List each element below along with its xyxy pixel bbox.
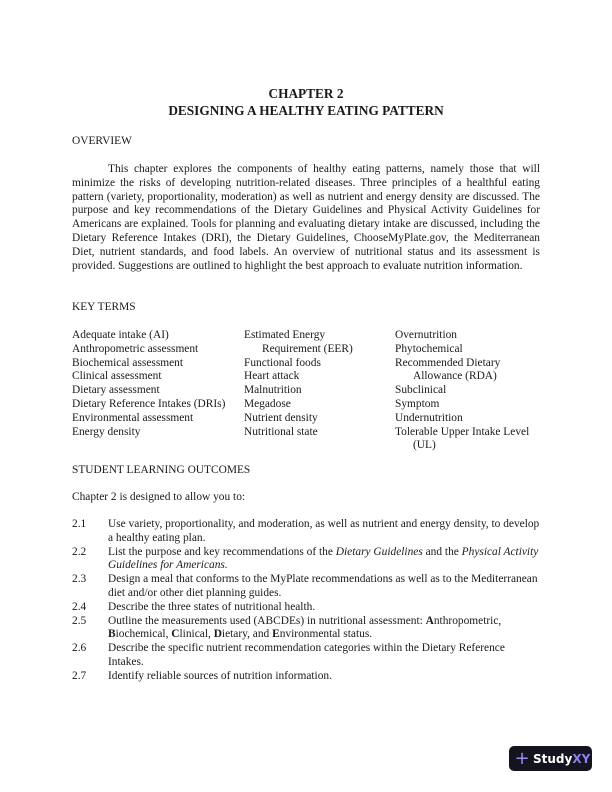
bold-initial: B (108, 628, 116, 641)
key-term: Nutritional state (244, 425, 318, 438)
text-run: nvironmental status. (279, 628, 373, 641)
bold-initial: D (213, 628, 222, 641)
outcome-number: 2.7 (72, 669, 87, 682)
outcome-text: Describe the specific nutrient recommendation categories within the Dietary Reference Intakes. (108, 642, 505, 668)
key-term: Heart attack (244, 370, 300, 383)
outcomes-list (72, 518, 540, 684)
key-terms-column-3 (395, 329, 529, 453)
overview-heading: OVERVIEW (72, 135, 132, 147)
plus-icon: + (514, 747, 530, 769)
key-term: Biochemical assessment (72, 356, 184, 369)
chapter-title: DESIGNING A HEALTHY EATING PATTERN (168, 103, 444, 118)
key-term: Subclinical (395, 384, 447, 397)
italic-title: Dietary Guidelines (335, 545, 423, 558)
key-term: Clinical assessment (72, 370, 162, 383)
key-term: Recommended Dietary (395, 356, 501, 369)
text-run: linical, (179, 628, 214, 641)
key-term: Undernutrition (395, 411, 463, 424)
key-term: Dietary Reference Intakes (DRIs) (72, 397, 226, 410)
key-term: Megadose (244, 397, 291, 410)
brand-name-part: Study (533, 751, 573, 766)
text-run: Outline the measurements used (ABCDEs) in nutritional assessment: (108, 614, 426, 627)
outcome-item (72, 642, 540, 670)
outcome-item (72, 546, 540, 574)
outcome-item (72, 670, 540, 684)
text-run: List the purpose and key recommendations of the (108, 545, 336, 558)
studyxy-watermark[interactable] (509, 746, 592, 771)
key-term: Dietary assessment (72, 384, 160, 397)
key-terms-column-2 (244, 329, 353, 439)
outcome-item (72, 601, 540, 615)
key-term-continuation: Requirement (EER) (262, 342, 353, 355)
outcome-number: 2.5 (72, 614, 87, 627)
outcome-item (72, 615, 540, 643)
outcome-text: Use variety, proportionality, and moderation, as well as nutrient and energy density, to develop a healthy eating plan. (108, 518, 540, 544)
key-term: Overnutrition (395, 329, 458, 341)
outcome-item (72, 518, 540, 546)
key-term: Phytochemical (395, 342, 463, 355)
bold-initial: A (425, 614, 434, 627)
key-term-continuation: Allowance (RDA) (413, 370, 497, 383)
key-term: Anthropometric assessment (72, 342, 199, 355)
bold-initial: E (272, 628, 280, 641)
overview-paragraph: This chapter explores the components of healthy eating patterns, namely those that will minimize the risks of developing nutrition-related diseases. Three principles of a healthful eating pattern (variety, proportionality, moderation) as well as nutrient and energy density are discussed. The purpose and key recommendations of the Dietary Guidelines and Physical Activity Guidelines for Americans are explained. Tools for planning and evaluating dietary intake are discussed, including the Dietary Reference Intakes (DRI), the Dietary Guidelines, ChooseMyPlate.gov, the Mediterranean Diet, nutrient standards, and food labels. An overview of nutritional status and its assessment is provided. Suggestions are outlined to highlight the best approach to evaluate nutrition information. (72, 163, 540, 272)
outcome-number: 2.4 (72, 600, 87, 613)
bold-initial: C (171, 628, 180, 641)
key-term: Estimated Energy (244, 329, 326, 341)
outcome-text: Identify reliable sources of nutrition information. (108, 669, 332, 682)
italic-title: Physical Activity Guidelines for Americans. (108, 545, 539, 572)
chapter-number: CHAPTER 2 (268, 86, 344, 101)
outcome-text: Design a meal that conforms to the MyPlate recommendations as well as to the Mediterranean diet and/or other diet planning guides. (108, 573, 538, 599)
outcome-number: 2.2 (72, 545, 87, 558)
key-terms-heading: KEY TERMS (72, 301, 136, 313)
outcome-number: 2.1 (72, 518, 87, 530)
key-term: Energy density (72, 425, 141, 438)
key-term: Malnutrition (244, 384, 302, 397)
outcome-text (108, 546, 540, 574)
outcomes-intro: Chapter 2 is designed to allow you to: (72, 491, 246, 503)
key-term: Adequate intake (AI) (72, 329, 169, 341)
text-run: iochemical, (115, 628, 172, 641)
outcome-text: Describe the three states of nutritional health. (108, 600, 316, 613)
outcome-item (72, 573, 540, 601)
key-term: Symptom (395, 397, 440, 410)
text-run: and the (422, 545, 462, 558)
brand-name (533, 752, 590, 766)
outcome-number: 2.3 (72, 573, 87, 586)
key-term: Tolerable Upper Intake Level (395, 425, 530, 438)
key-term: Environmental assessment (72, 411, 194, 424)
key-term-continuation: (UL) (413, 439, 436, 452)
key-terms-column-1 (72, 329, 225, 439)
text-run: ietary, and (221, 628, 273, 641)
outcome-text (108, 615, 540, 643)
outcomes-heading: STUDENT LEARNING OUTCOMES (72, 464, 251, 476)
key-term: Nutrient density (244, 411, 318, 424)
text-run: nthropometric, (433, 614, 502, 627)
key-term: Functional foods (244, 356, 321, 369)
brand-name-accent: XY (572, 751, 591, 766)
outcome-number: 2.6 (72, 642, 87, 655)
